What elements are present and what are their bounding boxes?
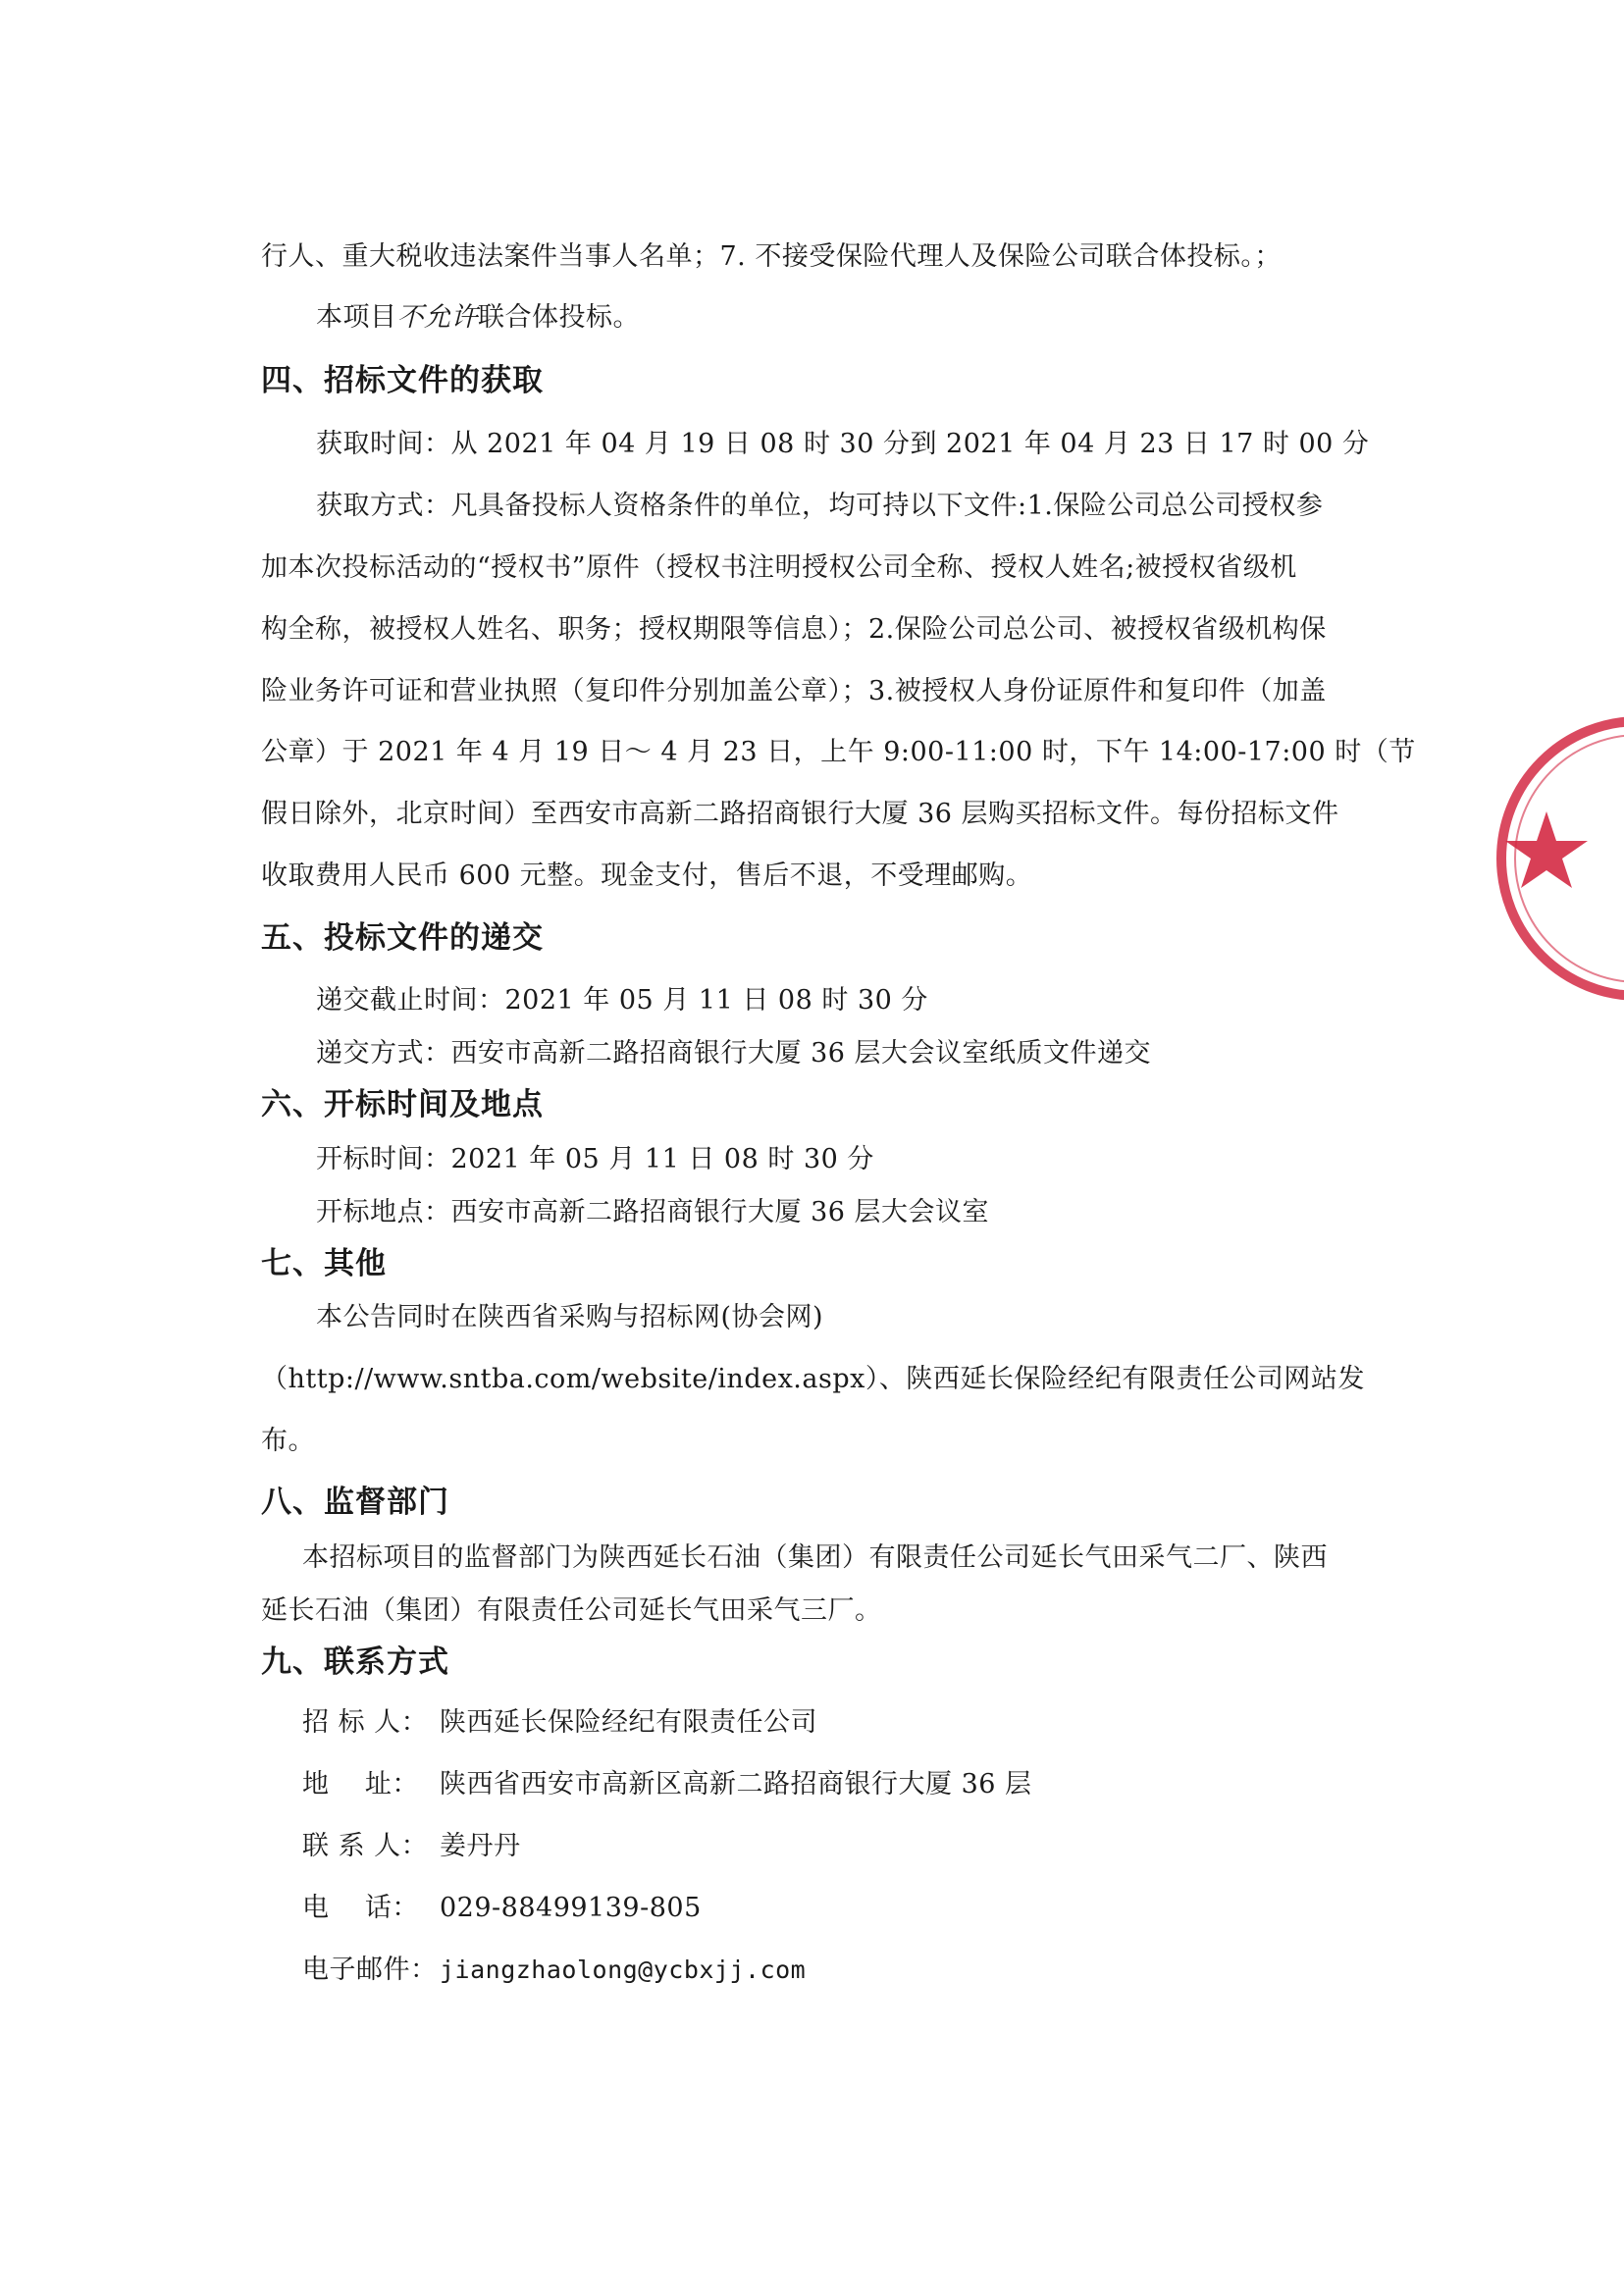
acquire-method-line-5: 公章）于 2021 年 4 月 19 日～ 4 月 23 日，上午 9:00-11:00 时，下午 14:00-17:00 时（节 <box>261 737 1416 767</box>
supervision-line-1: 本招标项目的监督部门为陕西延长石油（集团）有限责任公司延长气田采气二厂、陕西 <box>302 1542 1328 1573</box>
acquire-method-line-7: 收取费用人民币 600 元整。现金支付，售后不退，不受理邮购。 <box>261 861 1033 891</box>
contact-label: 电子邮件： <box>302 1955 438 1985</box>
contact-value: jiangzhaolong@ycbxjj.com <box>440 1956 807 1984</box>
contact-email <box>302 1953 806 1988</box>
acquire-method-line-6: 假日除外，北京时间）至西安市高新二路招商银行大厦 36 层购买招标文件。每份招标文件 <box>261 799 1339 829</box>
other-line-1: 本公告同时在陕西省采购与招标网(协会网) <box>316 1302 824 1332</box>
supervision-line-2: 延长石油（集团）有限责任公司延长气田采气三厂。 <box>261 1595 882 1626</box>
other-line-2: （http://www.sntba.com/website/index.aspx）、陕西延长保险经纪有限责任公司网站发 <box>261 1364 1365 1394</box>
statement-emphasis: 不允许 <box>396 302 478 333</box>
section-heading-9: 九、联系方式 <box>261 1644 449 1680</box>
contact-label: 电 话： <box>302 1893 419 1923</box>
submit-method: 递交方式：西安市高新二路招商银行大厦 36 层大会议室纸质文件递交 <box>316 1038 1152 1069</box>
acquire-method-line-2: 加本次投标活动的“授权书”原件（授权书注明授权公司全称、授权人姓名;被授权省级机 <box>261 552 1297 583</box>
acquire-time: 获取时间：从 2021 年 04 月 19 日 08 时 30 分到 2021 年 04 月 23 日 17 时 00 分 <box>316 429 1370 459</box>
section-heading-7: 七、其他 <box>261 1246 387 1281</box>
company-seal <box>1452 706 1624 1011</box>
section-heading-4: 四、招标文件的获取 <box>261 363 544 398</box>
contact-label: 联 系 人： <box>302 1831 429 1861</box>
section-heading-8: 八、监督部门 <box>261 1485 449 1520</box>
contact-address <box>302 1767 1032 1802</box>
contact-label: 地 址： <box>302 1769 419 1799</box>
contact-phone <box>302 1891 702 1926</box>
contact-value: 陕西省西安市高新区高新二路招商银行大厦 36 层 <box>440 1769 1032 1799</box>
seal-star-icon <box>1505 811 1588 888</box>
acquire-method-line-4: 险业务许可证和营业执照（复印件分别加盖公章）；3.被授权人身份证原件和复印件（加盖 <box>261 676 1327 706</box>
contact-value: 029-88499139-805 <box>440 1893 702 1923</box>
acquire-method-line-1: 获取方式：凡具备投标人资格条件的单位，均可持以下文件:1.保险公司总公司授权参 <box>316 491 1324 521</box>
contact-tenderer <box>302 1705 817 1741</box>
joint-bid-statement <box>316 300 640 336</box>
other-line-3: 布。 <box>261 1426 315 1456</box>
section-heading-5: 五、投标文件的递交 <box>261 920 544 956</box>
contact-person <box>302 1829 521 1864</box>
submit-deadline: 递交截止时间：2021 年 05 月 11 日 08 时 30 分 <box>316 985 928 1016</box>
statement-suffix: 联合体投标。 <box>478 302 640 333</box>
opening-place: 开标地点：西安市高新二路招商银行大厦 36 层大会议室 <box>316 1197 990 1227</box>
contact-label: 招 标 人： <box>302 1707 429 1738</box>
section-heading-6: 六、开标时间及地点 <box>261 1087 544 1122</box>
opening-time: 开标时间：2021 年 05 月 11 日 08 时 30 分 <box>316 1144 874 1174</box>
contact-value: 姜丹丹 <box>440 1831 521 1861</box>
contact-value: 陕西延长保险经纪有限责任公司 <box>440 1707 817 1738</box>
text-line: 行人、重大税收违法案件当事人名单；7. 不接受保险代理人及保险公司联合体投标。； <box>261 241 1282 272</box>
statement-prefix: 本项目 <box>316 302 397 333</box>
acquire-method-line-3: 构全称，被授权人姓名、职务；授权期限等信息）；2.保险公司总公司、被授权省级机构保 <box>261 614 1327 645</box>
